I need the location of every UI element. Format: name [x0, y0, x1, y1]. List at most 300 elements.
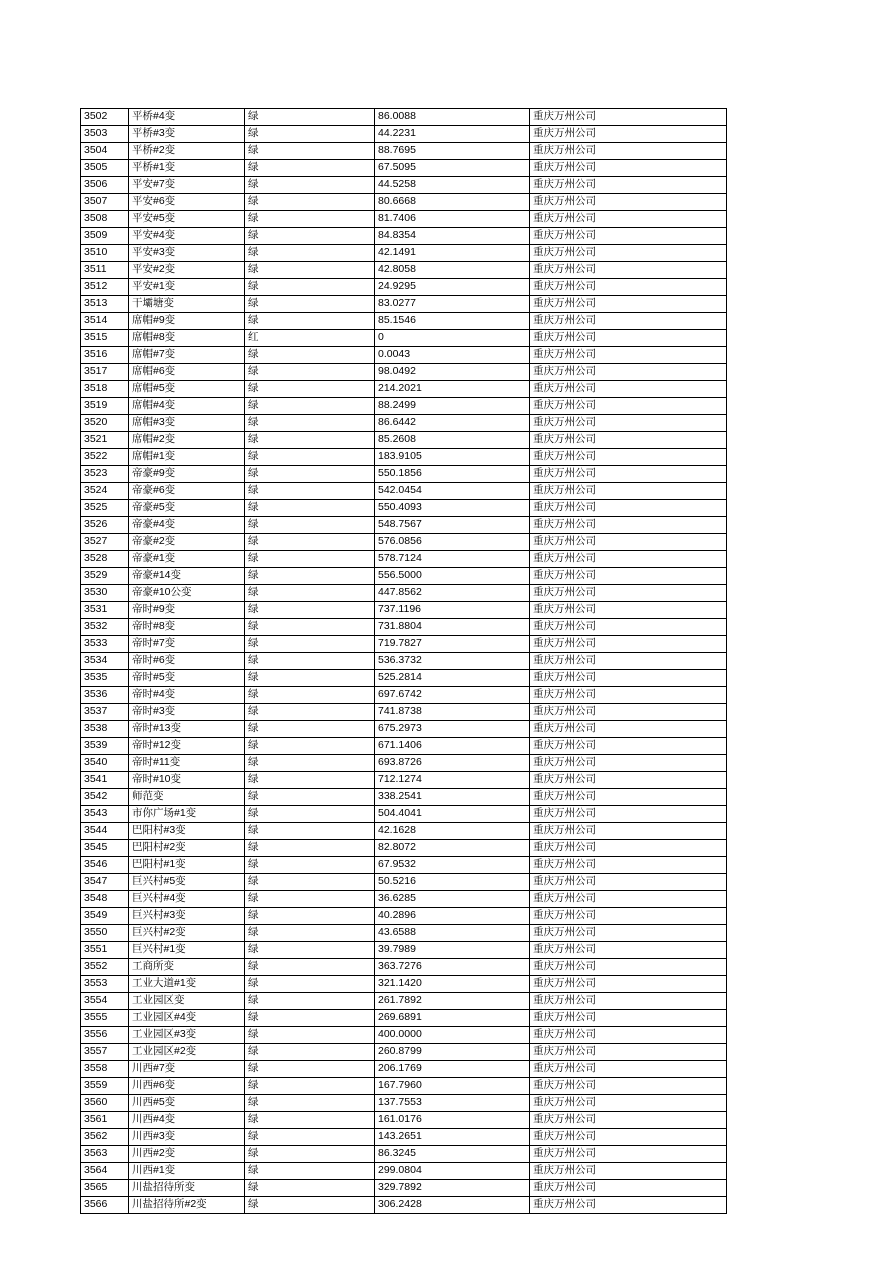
row-name: 平安#3变 — [129, 245, 245, 262]
table-row — [81, 1146, 727, 1163]
row-status: 绿 — [245, 194, 375, 211]
row-status: 绿 — [245, 245, 375, 262]
row-name: 平安#2变 — [129, 262, 245, 279]
row-id: 3531 — [81, 602, 129, 619]
row-company: 重庆万州公司 — [530, 653, 727, 670]
row-status: 绿 — [245, 483, 375, 500]
row-id: 3516 — [81, 347, 129, 364]
row-name: 巴阳村#2变 — [129, 840, 245, 857]
table-row — [81, 143, 727, 160]
table-row — [81, 1010, 727, 1027]
row-company: 重庆万州公司 — [530, 1095, 727, 1112]
row-status: 绿 — [245, 211, 375, 228]
table-row — [81, 330, 727, 347]
row-status: 绿 — [245, 891, 375, 908]
table-row — [81, 670, 727, 687]
row-value: 675.2973 — [375, 721, 530, 738]
row-company: 重庆万州公司 — [530, 109, 727, 126]
row-name: 席帽#1变 — [129, 449, 245, 466]
row-status: 绿 — [245, 313, 375, 330]
row-name: 帝豪#4变 — [129, 517, 245, 534]
row-value: 548.7567 — [375, 517, 530, 534]
row-value: 183.9105 — [375, 449, 530, 466]
row-id: 3552 — [81, 959, 129, 976]
row-name: 工商所变 — [129, 959, 245, 976]
row-value: 550.4093 — [375, 500, 530, 517]
row-name: 工业大道#1变 — [129, 976, 245, 993]
row-name: 平安#1变 — [129, 279, 245, 296]
row-name: 帝豪#1变 — [129, 551, 245, 568]
row-name: 帝时#3变 — [129, 704, 245, 721]
row-company: 重庆万州公司 — [530, 415, 727, 432]
row-id: 3556 — [81, 1027, 129, 1044]
row-value: 550.1856 — [375, 466, 530, 483]
table-row — [81, 364, 727, 381]
table-row — [81, 908, 727, 925]
row-name: 巨兴村#4变 — [129, 891, 245, 908]
row-status: 绿 — [245, 568, 375, 585]
row-status: 绿 — [245, 228, 375, 245]
table-row — [81, 466, 727, 483]
row-value: 338.2541 — [375, 789, 530, 806]
row-value: 737.1196 — [375, 602, 530, 619]
row-company: 重庆万州公司 — [530, 262, 727, 279]
row-id: 3526 — [81, 517, 129, 534]
row-id: 3530 — [81, 585, 129, 602]
row-name: 席帽#6变 — [129, 364, 245, 381]
row-id: 3560 — [81, 1095, 129, 1112]
row-name: 巨兴村#3变 — [129, 908, 245, 925]
table-row — [81, 279, 727, 296]
row-status: 绿 — [245, 840, 375, 857]
row-value: 697.6742 — [375, 687, 530, 704]
row-company: 重庆万州公司 — [530, 211, 727, 228]
row-value: 88.7695 — [375, 143, 530, 160]
table-row — [81, 585, 727, 602]
table-row — [81, 806, 727, 823]
row-name: 工业园区#2变 — [129, 1044, 245, 1061]
row-value: 42.1628 — [375, 823, 530, 840]
row-name: 川盐招待所变 — [129, 1180, 245, 1197]
row-id: 3532 — [81, 619, 129, 636]
table-row — [81, 381, 727, 398]
row-company: 重庆万州公司 — [530, 381, 727, 398]
row-company: 重庆万州公司 — [530, 228, 727, 245]
row-status: 绿 — [245, 704, 375, 721]
row-company: 重庆万州公司 — [530, 806, 727, 823]
row-company: 重庆万州公司 — [530, 942, 727, 959]
row-name: 平桥#2变 — [129, 143, 245, 160]
row-status: 绿 — [245, 653, 375, 670]
row-name: 帝时#11变 — [129, 755, 245, 772]
row-id: 3541 — [81, 772, 129, 789]
row-value: 269.6891 — [375, 1010, 530, 1027]
row-name: 平安#4变 — [129, 228, 245, 245]
row-id: 3564 — [81, 1163, 129, 1180]
row-id: 3503 — [81, 126, 129, 143]
table-row — [81, 415, 727, 432]
table-row — [81, 194, 727, 211]
row-id: 3565 — [81, 1180, 129, 1197]
row-id: 3521 — [81, 432, 129, 449]
data-table — [80, 108, 727, 1214]
row-id: 3546 — [81, 857, 129, 874]
row-company: 重庆万州公司 — [530, 1078, 727, 1095]
row-status: 绿 — [245, 806, 375, 823]
row-value: 84.8354 — [375, 228, 530, 245]
row-company: 重庆万州公司 — [530, 398, 727, 415]
row-status: 绿 — [245, 1197, 375, 1214]
table-row — [81, 619, 727, 636]
row-name: 帝时#8变 — [129, 619, 245, 636]
row-status: 绿 — [245, 1180, 375, 1197]
row-status: 绿 — [245, 772, 375, 789]
row-id: 3509 — [81, 228, 129, 245]
table-row — [81, 925, 727, 942]
row-name: 川西#3变 — [129, 1129, 245, 1146]
row-value: 536.3732 — [375, 653, 530, 670]
row-status: 绿 — [245, 1078, 375, 1095]
row-company: 重庆万州公司 — [530, 1112, 727, 1129]
table-row — [81, 704, 727, 721]
row-name: 帝时#4变 — [129, 687, 245, 704]
row-value: 447.8562 — [375, 585, 530, 602]
row-value: 214.2021 — [375, 381, 530, 398]
table-row — [81, 109, 727, 126]
row-status: 绿 — [245, 959, 375, 976]
table-row — [81, 228, 727, 245]
row-status: 绿 — [245, 279, 375, 296]
row-name: 川盐招待所#2变 — [129, 1197, 245, 1214]
table-row — [81, 398, 727, 415]
row-company: 重庆万州公司 — [530, 959, 727, 976]
table-row — [81, 500, 727, 517]
row-value: 67.5095 — [375, 160, 530, 177]
row-name: 巨兴村#1变 — [129, 942, 245, 959]
row-company: 重庆万州公司 — [530, 279, 727, 296]
row-status: 绿 — [245, 534, 375, 551]
row-id: 3519 — [81, 398, 129, 415]
row-status: 绿 — [245, 160, 375, 177]
row-value: 741.8738 — [375, 704, 530, 721]
row-name: 帝时#13变 — [129, 721, 245, 738]
table-row — [81, 1129, 727, 1146]
row-value: 44.2231 — [375, 126, 530, 143]
row-status: 绿 — [245, 636, 375, 653]
row-id: 3522 — [81, 449, 129, 466]
row-status: 红 — [245, 330, 375, 347]
table-row — [81, 177, 727, 194]
table-row — [81, 126, 727, 143]
row-value: 86.0088 — [375, 109, 530, 126]
row-status: 绿 — [245, 789, 375, 806]
row-status: 绿 — [245, 1163, 375, 1180]
row-id: 3545 — [81, 840, 129, 857]
table-row — [81, 993, 727, 1010]
row-id: 3542 — [81, 789, 129, 806]
row-id: 3550 — [81, 925, 129, 942]
row-value: 712.1274 — [375, 772, 530, 789]
row-id: 3515 — [81, 330, 129, 347]
row-name: 平安#7变 — [129, 177, 245, 194]
row-value: 143.2651 — [375, 1129, 530, 1146]
row-value: 98.0492 — [375, 364, 530, 381]
row-company: 重庆万州公司 — [530, 1061, 727, 1078]
row-id: 3555 — [81, 1010, 129, 1027]
table-row — [81, 721, 727, 738]
row-value: 85.2608 — [375, 432, 530, 449]
row-value: 693.8726 — [375, 755, 530, 772]
row-value: 542.0454 — [375, 483, 530, 500]
row-company: 重庆万州公司 — [530, 483, 727, 500]
row-status: 绿 — [245, 347, 375, 364]
row-value: 80.6668 — [375, 194, 530, 211]
row-company: 重庆万州公司 — [530, 670, 727, 687]
row-status: 绿 — [245, 602, 375, 619]
row-id: 3527 — [81, 534, 129, 551]
row-company: 重庆万州公司 — [530, 551, 727, 568]
row-id: 3505 — [81, 160, 129, 177]
row-id: 3536 — [81, 687, 129, 704]
row-value: 731.8804 — [375, 619, 530, 636]
row-status: 绿 — [245, 449, 375, 466]
table-row — [81, 483, 727, 500]
row-status: 绿 — [245, 109, 375, 126]
row-status: 绿 — [245, 296, 375, 313]
row-value: 504.4041 — [375, 806, 530, 823]
row-status: 绿 — [245, 126, 375, 143]
row-company: 重庆万州公司 — [530, 1146, 727, 1163]
row-id: 3510 — [81, 245, 129, 262]
table-row — [81, 840, 727, 857]
row-company: 重庆万州公司 — [530, 177, 727, 194]
table-row — [81, 959, 727, 976]
row-company: 重庆万州公司 — [530, 1180, 727, 1197]
row-value: 43.6588 — [375, 925, 530, 942]
table-row — [81, 160, 727, 177]
row-status: 绿 — [245, 1129, 375, 1146]
row-id: 3511 — [81, 262, 129, 279]
row-company: 重庆万州公司 — [530, 534, 727, 551]
row-company: 重庆万州公司 — [530, 245, 727, 262]
row-id: 3525 — [81, 500, 129, 517]
table-row — [81, 347, 727, 364]
row-id: 3517 — [81, 364, 129, 381]
row-id: 3534 — [81, 653, 129, 670]
row-company: 重庆万州公司 — [530, 772, 727, 789]
row-status: 绿 — [245, 551, 375, 568]
row-value: 0.0043 — [375, 347, 530, 364]
row-id: 3506 — [81, 177, 129, 194]
table-row — [81, 211, 727, 228]
row-company: 重庆万州公司 — [530, 976, 727, 993]
table-row — [81, 245, 727, 262]
row-name: 川西#7变 — [129, 1061, 245, 1078]
table-row — [81, 1112, 727, 1129]
row-name: 平安#6变 — [129, 194, 245, 211]
row-company: 重庆万州公司 — [530, 619, 727, 636]
row-status: 绿 — [245, 687, 375, 704]
row-value: 576.0856 — [375, 534, 530, 551]
row-id: 3566 — [81, 1197, 129, 1214]
row-company: 重庆万州公司 — [530, 925, 727, 942]
row-status: 绿 — [245, 755, 375, 772]
row-id: 3543 — [81, 806, 129, 823]
row-value: 42.8058 — [375, 262, 530, 279]
row-company: 重庆万州公司 — [530, 840, 727, 857]
row-company: 重庆万州公司 — [530, 636, 727, 653]
row-id: 3513 — [81, 296, 129, 313]
row-name: 帝时#7变 — [129, 636, 245, 653]
row-id: 3540 — [81, 755, 129, 772]
row-company: 重庆万州公司 — [530, 313, 727, 330]
table-row — [81, 874, 727, 891]
table-row — [81, 891, 727, 908]
table-row — [81, 823, 727, 840]
row-name: 席帽#4变 — [129, 398, 245, 415]
row-status: 绿 — [245, 670, 375, 687]
row-id: 3562 — [81, 1129, 129, 1146]
row-company: 重庆万州公司 — [530, 296, 727, 313]
table-row — [81, 568, 727, 585]
row-company: 重庆万州公司 — [530, 1163, 727, 1180]
row-name: 川西#4变 — [129, 1112, 245, 1129]
row-name: 师范变 — [129, 789, 245, 806]
row-company: 重庆万州公司 — [530, 738, 727, 755]
table-row — [81, 296, 727, 313]
table-row — [81, 602, 727, 619]
table-row — [81, 687, 727, 704]
row-value: 86.3245 — [375, 1146, 530, 1163]
row-company: 重庆万州公司 — [530, 704, 727, 721]
row-value: 39.7989 — [375, 942, 530, 959]
row-id: 3535 — [81, 670, 129, 687]
row-company: 重庆万州公司 — [530, 908, 727, 925]
row-value: 88.2499 — [375, 398, 530, 415]
row-value: 161.0176 — [375, 1112, 530, 1129]
row-id: 3558 — [81, 1061, 129, 1078]
row-company: 重庆万州公司 — [530, 466, 727, 483]
row-company: 重庆万州公司 — [530, 891, 727, 908]
table-row — [81, 1197, 727, 1214]
row-company: 重庆万州公司 — [530, 687, 727, 704]
row-name: 帝时#6变 — [129, 653, 245, 670]
row-value: 67.9532 — [375, 857, 530, 874]
row-company: 重庆万州公司 — [530, 330, 727, 347]
row-name: 工业园区#4变 — [129, 1010, 245, 1027]
row-id: 3514 — [81, 313, 129, 330]
row-value: 306.2428 — [375, 1197, 530, 1214]
row-name: 川西#6变 — [129, 1078, 245, 1095]
row-name: 干壩塘变 — [129, 296, 245, 313]
row-name: 席帽#3变 — [129, 415, 245, 432]
row-value: 24.9295 — [375, 279, 530, 296]
row-name: 工业园区#3变 — [129, 1027, 245, 1044]
table-row — [81, 857, 727, 874]
row-value: 0 — [375, 330, 530, 347]
row-id: 3508 — [81, 211, 129, 228]
row-company: 重庆万州公司 — [530, 585, 727, 602]
row-name: 巨兴村#5变 — [129, 874, 245, 891]
row-status: 绿 — [245, 262, 375, 279]
table-row — [81, 1044, 727, 1061]
row-name: 席帽#9变 — [129, 313, 245, 330]
row-status: 绿 — [245, 398, 375, 415]
data-table-container — [80, 108, 726, 1214]
row-company: 重庆万州公司 — [530, 755, 727, 772]
row-status: 绿 — [245, 585, 375, 602]
row-value: 167.7960 — [375, 1078, 530, 1095]
row-value: 363.7276 — [375, 959, 530, 976]
row-id: 3549 — [81, 908, 129, 925]
row-name: 帝时#12变 — [129, 738, 245, 755]
table-row — [81, 1163, 727, 1180]
row-id: 3551 — [81, 942, 129, 959]
row-name: 川西#2变 — [129, 1146, 245, 1163]
row-status: 绿 — [245, 432, 375, 449]
row-status: 绿 — [245, 823, 375, 840]
row-name: 平桥#3变 — [129, 126, 245, 143]
table-row — [81, 755, 727, 772]
row-company: 重庆万州公司 — [530, 194, 727, 211]
row-id: 3548 — [81, 891, 129, 908]
row-name: 帝豪#9变 — [129, 466, 245, 483]
row-company: 重庆万州公司 — [530, 347, 727, 364]
row-value: 556.5000 — [375, 568, 530, 585]
row-name: 席帽#5变 — [129, 381, 245, 398]
row-status: 绿 — [245, 1027, 375, 1044]
row-name: 帝豪#5变 — [129, 500, 245, 517]
row-value: 321.1420 — [375, 976, 530, 993]
row-value: 85.1546 — [375, 313, 530, 330]
row-status: 绿 — [245, 1095, 375, 1112]
row-value: 671.1406 — [375, 738, 530, 755]
row-company: 重庆万州公司 — [530, 993, 727, 1010]
row-name: 席帽#2变 — [129, 432, 245, 449]
row-value: 329.7892 — [375, 1180, 530, 1197]
row-company: 重庆万州公司 — [530, 721, 727, 738]
row-value: 578.7124 — [375, 551, 530, 568]
row-status: 绿 — [245, 1044, 375, 1061]
row-company: 重庆万州公司 — [530, 1010, 727, 1027]
row-status: 绿 — [245, 415, 375, 432]
table-row — [81, 551, 727, 568]
row-id: 3529 — [81, 568, 129, 585]
row-id: 3528 — [81, 551, 129, 568]
row-value: 83.0277 — [375, 296, 530, 313]
row-status: 绿 — [245, 1146, 375, 1163]
row-value: 82.8072 — [375, 840, 530, 857]
row-id: 3533 — [81, 636, 129, 653]
row-status: 绿 — [245, 942, 375, 959]
row-company: 重庆万州公司 — [530, 160, 727, 177]
row-name: 席帽#8变 — [129, 330, 245, 347]
row-company: 重庆万州公司 — [530, 857, 727, 874]
row-id: 3520 — [81, 415, 129, 432]
row-company: 重庆万州公司 — [530, 823, 727, 840]
row-value: 50.5216 — [375, 874, 530, 891]
row-id: 3502 — [81, 109, 129, 126]
table-row — [81, 313, 727, 330]
row-company: 重庆万州公司 — [530, 500, 727, 517]
row-id: 3538 — [81, 721, 129, 738]
row-status: 绿 — [245, 177, 375, 194]
row-id: 3557 — [81, 1044, 129, 1061]
row-status: 绿 — [245, 1112, 375, 1129]
row-status: 绿 — [245, 364, 375, 381]
table-row — [81, 942, 727, 959]
row-status: 绿 — [245, 857, 375, 874]
